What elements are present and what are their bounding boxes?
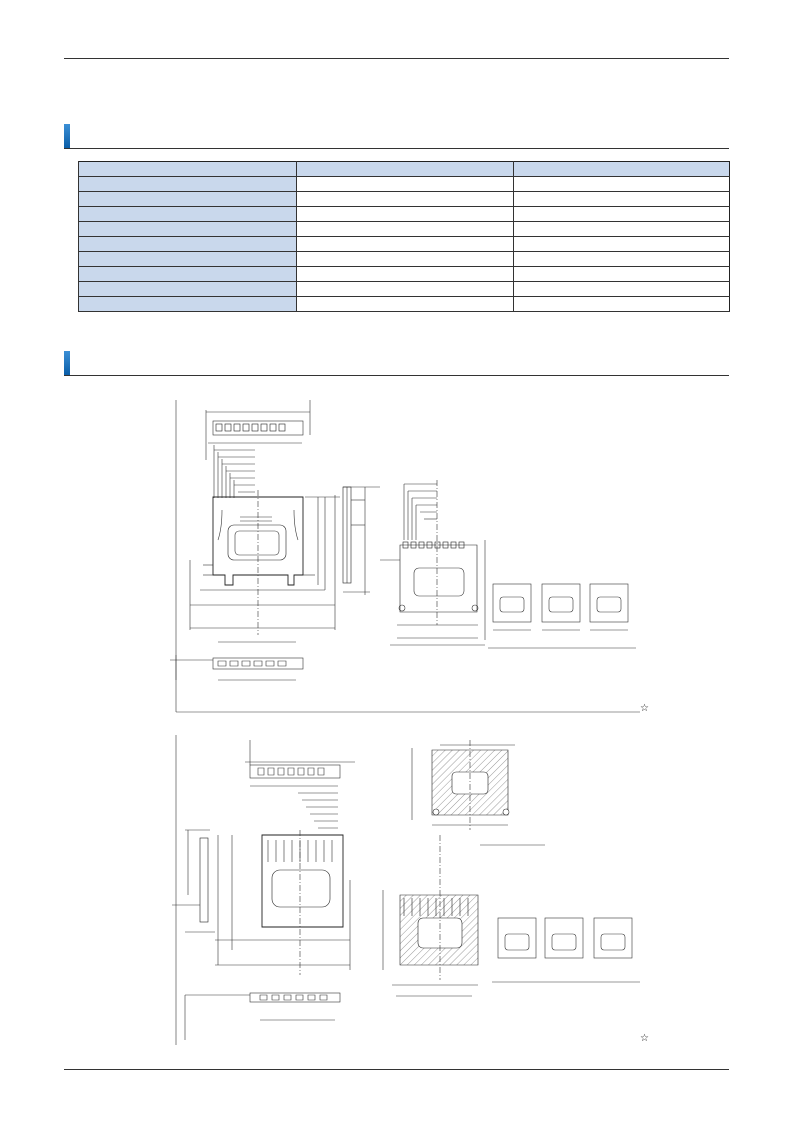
row-label xyxy=(79,237,297,252)
header-rule xyxy=(64,58,729,59)
row-value xyxy=(514,222,730,237)
note-symbol: ☆ xyxy=(640,703,649,714)
row-value xyxy=(297,267,514,282)
row-value xyxy=(514,267,730,282)
row-label xyxy=(79,222,297,237)
upper-small-views xyxy=(488,584,636,648)
upper-pcb-layout xyxy=(380,480,485,645)
row-value xyxy=(297,192,514,207)
lower-pcb-layout-b xyxy=(383,835,545,996)
table-row xyxy=(79,207,730,222)
upper-main-view xyxy=(190,490,340,635)
table-header-cell xyxy=(79,162,297,177)
row-value xyxy=(297,282,514,297)
row-label xyxy=(79,267,297,282)
row-label xyxy=(79,192,297,207)
footer-rule xyxy=(64,1069,729,1070)
row-label xyxy=(79,207,297,222)
note-symbol: ☆ xyxy=(640,1033,649,1044)
table-row xyxy=(79,297,730,312)
row-value xyxy=(297,207,514,222)
row-value xyxy=(514,207,730,222)
lower-top-view xyxy=(245,740,355,778)
row-value xyxy=(297,297,514,312)
row-value xyxy=(514,297,730,312)
section-heading-specifications xyxy=(64,124,729,149)
section-accent-bar xyxy=(64,124,70,148)
row-value xyxy=(514,237,730,252)
row-label xyxy=(79,297,297,312)
row-value xyxy=(297,177,514,192)
table-row xyxy=(79,237,730,252)
row-value xyxy=(297,237,514,252)
table-row xyxy=(79,252,730,267)
row-value xyxy=(297,222,514,237)
row-label xyxy=(79,252,297,267)
row-value xyxy=(514,177,730,192)
upper-dimension-ladder xyxy=(208,443,302,498)
row-value xyxy=(514,192,730,207)
table-row xyxy=(79,282,730,297)
section-accent-bar xyxy=(64,351,70,375)
spec-table xyxy=(78,161,730,312)
row-value xyxy=(514,252,730,267)
lower-side-view xyxy=(172,830,215,932)
table-row xyxy=(79,177,730,192)
table-row xyxy=(79,222,730,237)
section-heading-dimensions xyxy=(64,351,729,376)
table-header-row xyxy=(79,162,730,177)
row-label xyxy=(79,282,297,297)
upper-bottom-view xyxy=(170,642,303,680)
lower-pcb-layout-a xyxy=(412,740,515,830)
table-row xyxy=(79,192,730,207)
row-value xyxy=(297,252,514,267)
lower-small-views xyxy=(492,918,640,982)
row-value xyxy=(514,282,730,297)
table-header-cell xyxy=(514,162,730,177)
upper-top-view xyxy=(206,400,310,460)
upper-side-view xyxy=(343,487,380,595)
table-row xyxy=(79,267,730,282)
table-header-cell xyxy=(297,162,514,177)
row-label xyxy=(79,177,297,192)
lower-main-view xyxy=(215,830,350,975)
lower-dimension-ladder xyxy=(250,786,338,828)
lower-bottom-view xyxy=(185,993,340,1040)
